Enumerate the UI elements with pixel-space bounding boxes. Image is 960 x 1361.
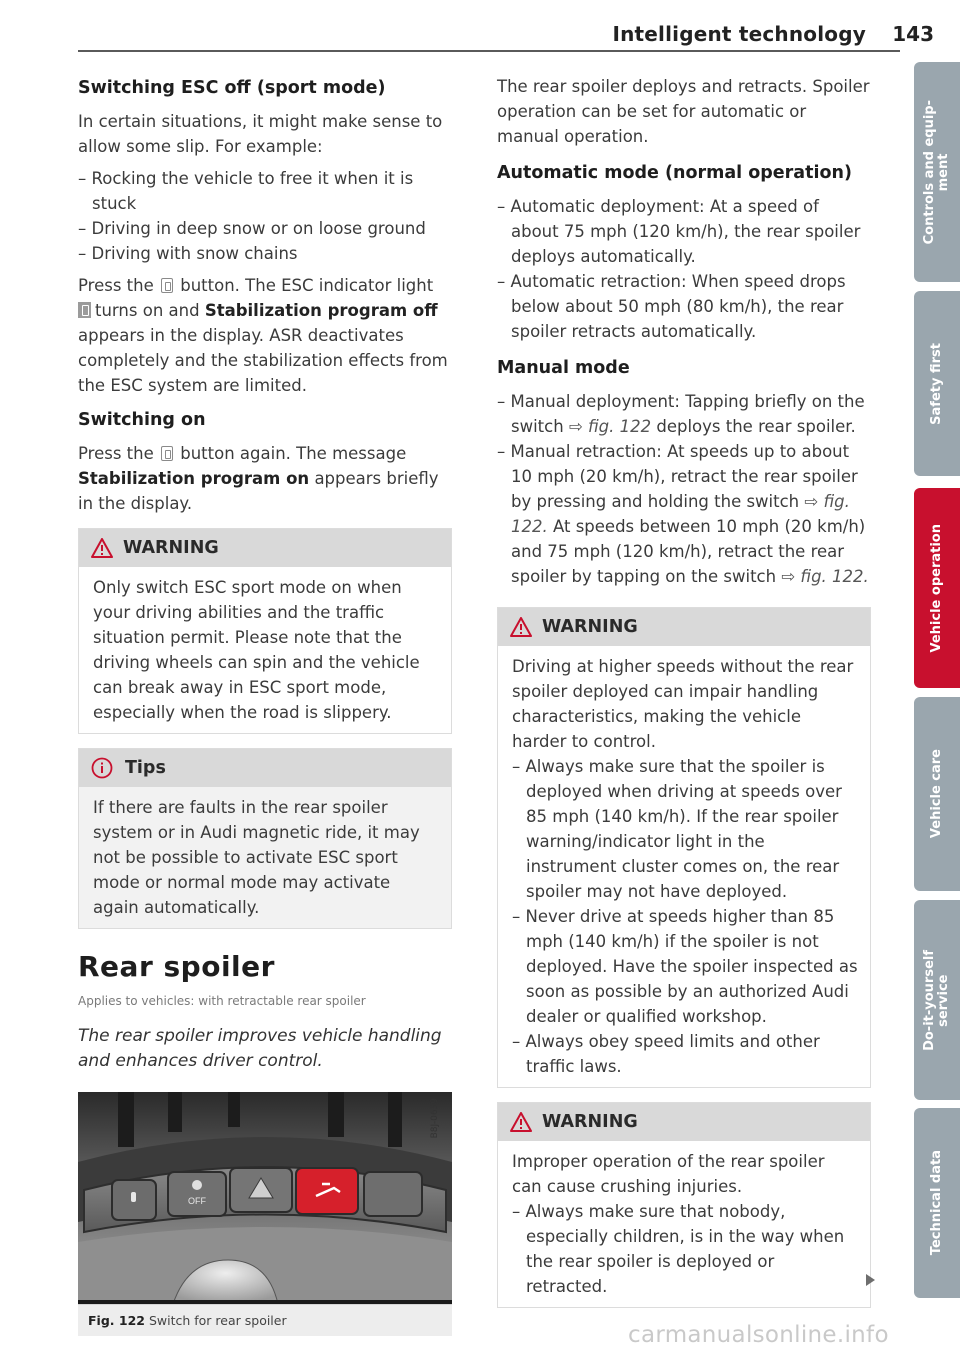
tab-controls-and-equipment[interactable] [914,62,960,282]
warning-header [79,529,451,567]
tips-label: Tips [125,757,166,778]
rear-spoiler-intro: The rear spoiler improves vehicle handling and enhances driver control. [78,1026,442,1071]
text-run: – Manual retraction: At speeds up to about 10 mph (20 km/h), retract the rear spoiler by pressing and holding the switch [497,442,858,511]
caption-label: Fig. 122 [88,1313,145,1328]
applies-to-note: Applies to vehicles: with retractable rear spoiler [78,994,366,1008]
heading-esc-off: Switching ESC off (sport mode) [78,78,386,98]
caption-text: Switch for rear spoiler [148,1313,287,1328]
text-run: turns on and [95,301,200,320]
watermark: carmanualsonline.info [628,1322,889,1348]
tips-header [79,749,451,787]
list-item: – Never drive at speeds higher than 85 mph (140 km/h) if the spoiler is not deployed. Have the spoiler inspected as soon as possible by an authorized Audi dealer or qualified workshop. [512,907,858,1026]
text-run: appears briefly in the display. [78,469,439,513]
text-run: – Manual deployment: Tapping briefly on the switch [497,392,865,436]
rear-spoiler-overview: The rear spoiler deploys and retracts. Spoiler operation can be set for automatic or manual operation. [497,77,870,146]
list-item: – Always make sure that the spoiler is deployed when driving at speeds over 85 mph (140 km/h). If the rear spoiler warning/indicator light in the instrument cluster comes on, the rear spoiler may not have deployed. [512,757,842,901]
tab-vehicle-operation[interactable] [914,488,960,688]
text-run: appears in the display. ASR deactivates completely and the stabilization effects from the ESC system are limited. [78,326,448,395]
heading-manual-mode: Manual mode [497,358,630,378]
list-item: – Always make sure that nobody, especially children, is in the way when the rear spoiler is deployed or retracted. [512,1202,845,1296]
figure-reference[interactable]: ⇨ fig. 122. [781,567,869,586]
warning-body [498,1141,870,1307]
text-run: button. The ESC indicator light [180,276,434,295]
list-item: – Driving in deep snow or on loose ground [78,219,426,238]
tab-label: Technical data [929,1150,944,1256]
text-run: Press the [78,276,154,295]
right-column [497,74,871,1322]
esc-button-icon [161,446,173,461]
warning-header [498,1103,870,1141]
warning-triangle-icon [91,538,113,558]
tab-label: Do-it-yourself service [922,949,951,1051]
section-title-rear-spoiler: Rear spoiler [78,950,275,983]
automatic-list [497,194,871,344]
text-run: At speeds between 10 mph (20 km/h) and 75 mph (120 km/h), retract the rear spoiler by tapping on the switch [511,517,866,586]
page-number: 143 [892,22,934,46]
text-run: Press the [78,444,154,463]
warning-text: Only switch ESC sport mode on when your driving abilities and the traffic situation permit. Please note that the driving wheels can spin and the vehicle can break away in ESC sport mode, especially when the road is slippery. [79,567,451,733]
manual-list [497,389,871,589]
esc-button-icon [161,278,173,293]
esc-off-paragraph [78,273,452,398]
list-item: – Driving with snow chains [78,244,298,263]
figure-caption [78,1304,452,1336]
esc-off-intro: In certain situations, it might make sense to allow some slip. For example: [78,112,443,156]
figure-code: B8J-0639 [430,1098,440,1139]
tab-label: Vehicle care [929,749,944,839]
list-item: – Always obey speed limits and other traffic laws. [512,1032,820,1076]
figure-reference[interactable]: ⇨ fig. 122. [511,492,850,536]
display-message: Stabilization program on [78,469,310,488]
warning-header [498,608,870,646]
warning-text: Driving at higher speeds without the rear spoiler deployed can impair handling characteristics, making the vehicle harder to control. [512,657,854,751]
warning-triangle-icon [510,1112,532,1132]
rear-spoiler-switch-photo [78,1092,452,1304]
esc-off-list [78,166,452,266]
tab-label: Safety first [929,342,944,425]
warning-text: Improper operation of the rear spoiler can cause crushing injuries. [512,1152,825,1196]
display-message: Stabilization program off [204,301,438,320]
tips-box [78,748,452,929]
esc-indicator-light-icon [78,302,91,318]
list-item: – Rocking the vehicle to free it when it is stuck [78,169,414,213]
warning-box [497,1102,871,1308]
warning-box [78,528,452,734]
figure-122 [78,1092,452,1336]
tab-label: Controls and equip- ment [922,99,951,245]
tab-safety-first[interactable] [914,291,960,476]
continued-arrow-icon [866,1274,875,1286]
figure-reference[interactable]: ⇨ fig. 122 [568,417,652,436]
list-item: – Automatic deployment: At a speed of about 75 mph (120 km/h), the rear spoiler deploys automatically. [497,197,861,266]
tab-technical-data[interactable] [914,1108,960,1298]
tab-vehicle-care[interactable] [914,697,960,891]
heading-switching-on: Switching on [78,410,206,430]
list-item: – Automatic retraction: When speed drops below about 50 mph (80 km/h), the rear spoiler retracts automatically. [497,272,846,341]
tab-label: Vehicle operation [929,523,944,653]
warning-label: WARNING [123,537,219,558]
tab-do-it-yourself-service[interactable] [914,900,960,1100]
text-run: button again. The message [180,444,407,463]
warning-label: WARNING [542,1111,638,1132]
list-item [497,389,871,439]
warning-body [498,646,870,1087]
list-item [497,439,871,589]
text-run: deploys the rear spoiler. [656,417,856,436]
warning-label: WARNING [542,616,638,637]
left-column [78,74,452,1336]
info-icon [91,757,113,779]
warning-triangle-icon [510,617,532,637]
off-button-label: OFF [188,1196,206,1206]
switching-on-paragraph [78,441,452,516]
heading-automatic-mode: Automatic mode (normal operation) [497,163,852,183]
tips-text: If there are faults in the rear spoiler system or in Audi magnetic ride, it may not be possible to activate ESC sport mode or normal mode may activate again automatically. [79,787,451,928]
running-title: Intelligent technology [612,22,866,46]
header-rule [78,50,900,52]
warning-box [497,607,871,1088]
